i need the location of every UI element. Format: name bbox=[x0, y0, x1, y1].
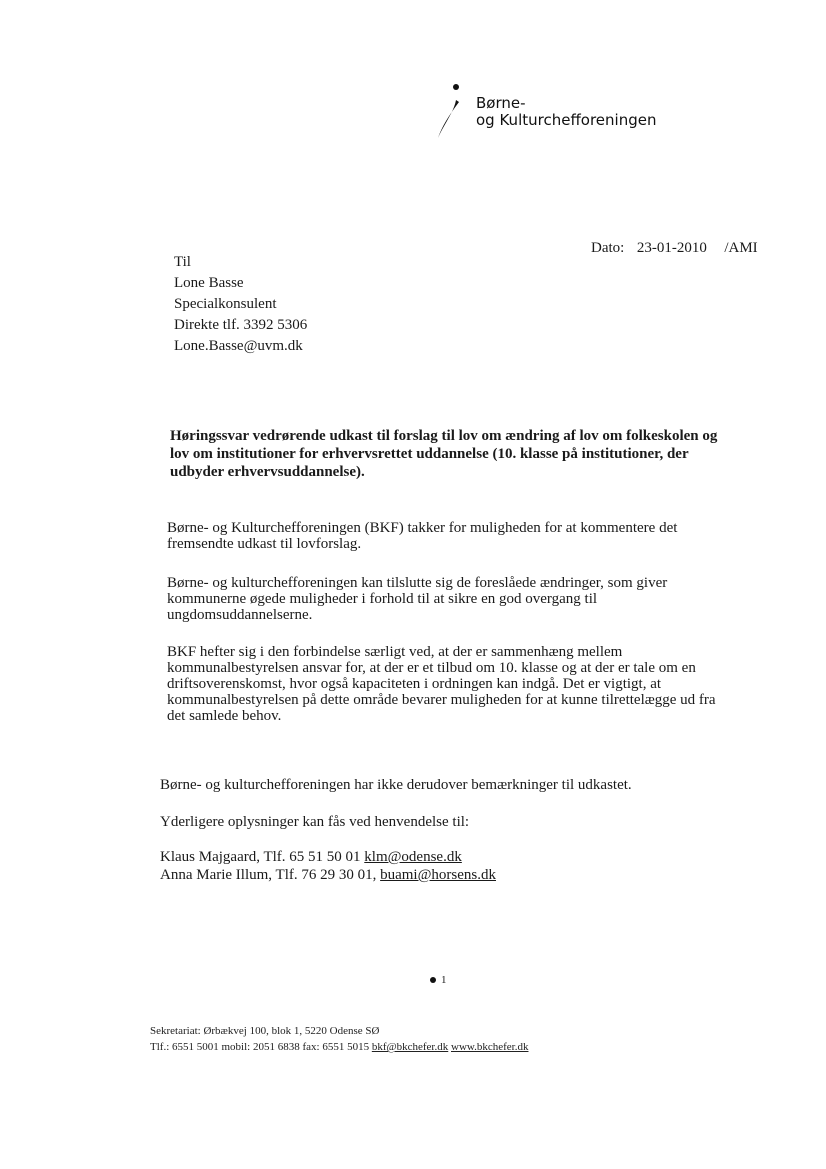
paragraph-line: kommunerne øgede muligheder i forhold til at sikre en god overgang til bbox=[167, 591, 598, 607]
paragraph-line: fremsendte udkast til lovforslag. bbox=[167, 536, 362, 552]
paragraph-1 bbox=[167, 520, 737, 552]
paragraph-line: Børne- og kulturchefforeningen kan tilslutte sig de foreslåede ændringer, som giver bbox=[167, 575, 668, 591]
paragraph-line: driftsoverenskomst, hvor også kapaciteten i ordningen kan indgå. Det er vigtigt, at bbox=[167, 676, 662, 692]
recipient-email: Lone.Basse@uvm.dk bbox=[174, 338, 303, 354]
recipient-name: Lone Basse bbox=[174, 275, 244, 291]
paragraph-line: det samlede behov. bbox=[167, 708, 282, 724]
paragraph-4 bbox=[160, 777, 730, 793]
paragraph-line: kommunalbestyrelsen på dette område bevarer muligheden for at kunne tilrettelægge ud fra bbox=[167, 692, 716, 708]
org-name-line-1: Børne- bbox=[476, 94, 526, 112]
date-value: 23-01-2010 bbox=[636, 240, 707, 256]
organization-logo-icon bbox=[432, 82, 462, 142]
paragraph-line: Yderligere oplysninger kan fås ved henvendelse til: bbox=[160, 814, 470, 830]
contact-email-link[interactable]: klm@odense.dk bbox=[364, 849, 462, 865]
paragraph-line: ungdomsuddannelserne. bbox=[167, 607, 313, 623]
page-number bbox=[430, 974, 447, 986]
contact-email-link[interactable]: buami@horsens.dk bbox=[380, 867, 496, 883]
paragraph-line: Børne- og Kulturchefforeningen (BKF) takker for muligheden for at kommentere det bbox=[167, 520, 678, 536]
footer-email-link[interactable]: bkf@bkchefer.dk bbox=[371, 1041, 449, 1053]
paragraph-line: kommunalbestyrelsen ansvar for, at der er et tilbud om 10. klasse og at der er tale om en bbox=[167, 660, 696, 676]
subject-heading: Høringssvar vedrørende udkast til forslag til lov om ændring af lov om folkeskolen og lov om institutioner for erhvervsrettet uddannelse (10. klasse på institutioner, der udbyder erhvervsuddannelse). bbox=[170, 428, 718, 480]
paragraph-line: Børne- og kulturchefforeningen har ikke derudover bemærkninger til udkastet. bbox=[160, 777, 632, 793]
footer-website-link[interactable]: www.bkchefer.dk bbox=[451, 1041, 529, 1053]
page-number-value: 1 bbox=[441, 974, 447, 986]
contact-text: Klaus Majgaard, Tlf. 65 51 50 01 bbox=[160, 849, 365, 865]
footer-address: Sekretariat: Ørbækvej 100, blok 1, 5220 Odense SØ bbox=[150, 1025, 380, 1037]
footer-contact-line bbox=[150, 1039, 528, 1055]
footer-phone-fax: Tlf.: 6551 5001 mobil: 2051 6838 fax: 6551 5015 bbox=[150, 1041, 372, 1053]
recipient-to-label: Til bbox=[174, 254, 191, 270]
letterhead-organization-name bbox=[476, 95, 656, 129]
contact-text: Anna Marie Illum, Tlf. 76 29 30 01, bbox=[160, 867, 381, 883]
contact-list bbox=[160, 848, 496, 884]
date-line bbox=[591, 240, 758, 257]
paragraph-3 bbox=[167, 644, 737, 724]
author-initials: /AMI bbox=[724, 240, 758, 256]
recipient-title: Specialkonsulent bbox=[174, 296, 277, 312]
recipient-address bbox=[174, 252, 307, 357]
bullet-icon bbox=[430, 977, 436, 983]
recipient-phone: Direkte tlf. 3392 5306 bbox=[174, 317, 308, 333]
contact-item bbox=[160, 848, 496, 866]
paragraph-2 bbox=[167, 575, 737, 623]
paragraph-5 bbox=[160, 814, 730, 830]
paragraph-line: BKF hefter sig i den forbindelse særligt ved, at der er sammenhæng mellem bbox=[167, 644, 623, 660]
footer bbox=[150, 1023, 528, 1055]
contact-item bbox=[160, 866, 496, 884]
date-label: Dato: bbox=[591, 240, 625, 256]
org-name-line-2: og Kulturchefforeningen bbox=[476, 111, 657, 129]
